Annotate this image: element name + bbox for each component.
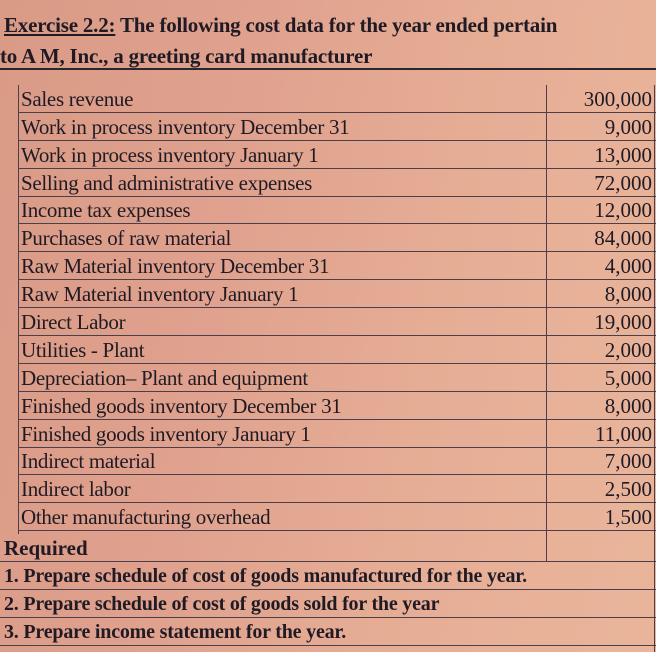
table-column-divider <box>546 85 547 562</box>
table-row <box>18 85 656 113</box>
required-section <box>0 534 656 646</box>
table-row <box>18 364 656 392</box>
item-label: Purchases of raw material <box>21 226 231 251</box>
item-value: 72,000 <box>594 170 652 195</box>
table-row <box>18 503 656 531</box>
item-label: Selling and administrative expenses <box>21 170 313 195</box>
table-row <box>18 280 656 308</box>
item-value: 300,000 <box>583 86 652 111</box>
table-row <box>18 197 656 225</box>
table-row <box>18 224 656 252</box>
item-value: 19,000 <box>594 310 652 335</box>
item-value: 2,000 <box>604 337 652 362</box>
item-value: 11,000 <box>595 421 652 446</box>
table-row <box>18 169 656 197</box>
item-label: Depreciation– Plant and equipment <box>21 365 308 390</box>
item-value: 13,000 <box>594 142 652 167</box>
table-row <box>18 420 656 448</box>
required-item: 3. Prepare income statement for the year. <box>0 618 656 646</box>
required-item: 2. Prepare schedule of cost of goods sold for the year <box>0 590 656 618</box>
item-label: Raw Material inventory January 1 <box>21 282 299 307</box>
table-row <box>18 141 656 169</box>
item-label: Finished goods inventory January 1 <box>21 421 311 446</box>
exercise-title-line2: to A M, Inc., a greeting card manufacturer <box>0 44 373 68</box>
item-label: Raw Material inventory December 31 <box>21 254 330 279</box>
item-label: Work in process inventory December 31 <box>21 114 350 139</box>
table-row <box>18 308 656 336</box>
item-value: 8,000 <box>604 282 652 307</box>
item-label: Income tax expenses <box>21 198 191 223</box>
item-value: 84,000 <box>594 226 652 251</box>
title-underline <box>0 68 656 70</box>
item-value: 8,000 <box>604 393 652 418</box>
table-row <box>18 113 656 141</box>
table-row <box>18 336 656 364</box>
item-label: Direct Labor <box>21 310 126 335</box>
item-label: Sales revenue <box>21 86 134 111</box>
item-label: Other manufacturing overhead <box>21 505 271 530</box>
table-row <box>18 252 656 280</box>
item-label: Utilities - Plant <box>21 337 145 362</box>
item-label: Work in process inventory January 1 <box>21 142 319 167</box>
required-title: Required <box>0 534 656 562</box>
item-label: Indirect material <box>21 449 156 474</box>
exercise-title <box>4 12 557 38</box>
exercise-title-line1: The following cost data for the year ended pertain <box>115 13 558 37</box>
item-value: 7,000 <box>604 449 652 474</box>
cost-data-table <box>18 85 656 531</box>
exercise-number: Exercise 2.2: <box>4 13 116 37</box>
item-value: 1,500 <box>604 505 652 530</box>
table-left-border <box>18 85 19 534</box>
item-value: 5,000 <box>604 365 652 390</box>
table-row <box>18 475 656 503</box>
required-item: 1. Prepare schedule of cost of goods manufactured for the year. <box>0 562 656 590</box>
item-value: 12,000 <box>594 198 652 223</box>
item-label: Indirect labor <box>21 477 131 502</box>
item-value: 9,000 <box>604 114 652 139</box>
item-label: Finished goods inventory December 31 <box>21 393 342 418</box>
table-row <box>18 448 656 476</box>
item-value: 4,000 <box>604 254 652 279</box>
item-value: 2,500 <box>604 477 652 502</box>
table-row <box>18 392 656 420</box>
